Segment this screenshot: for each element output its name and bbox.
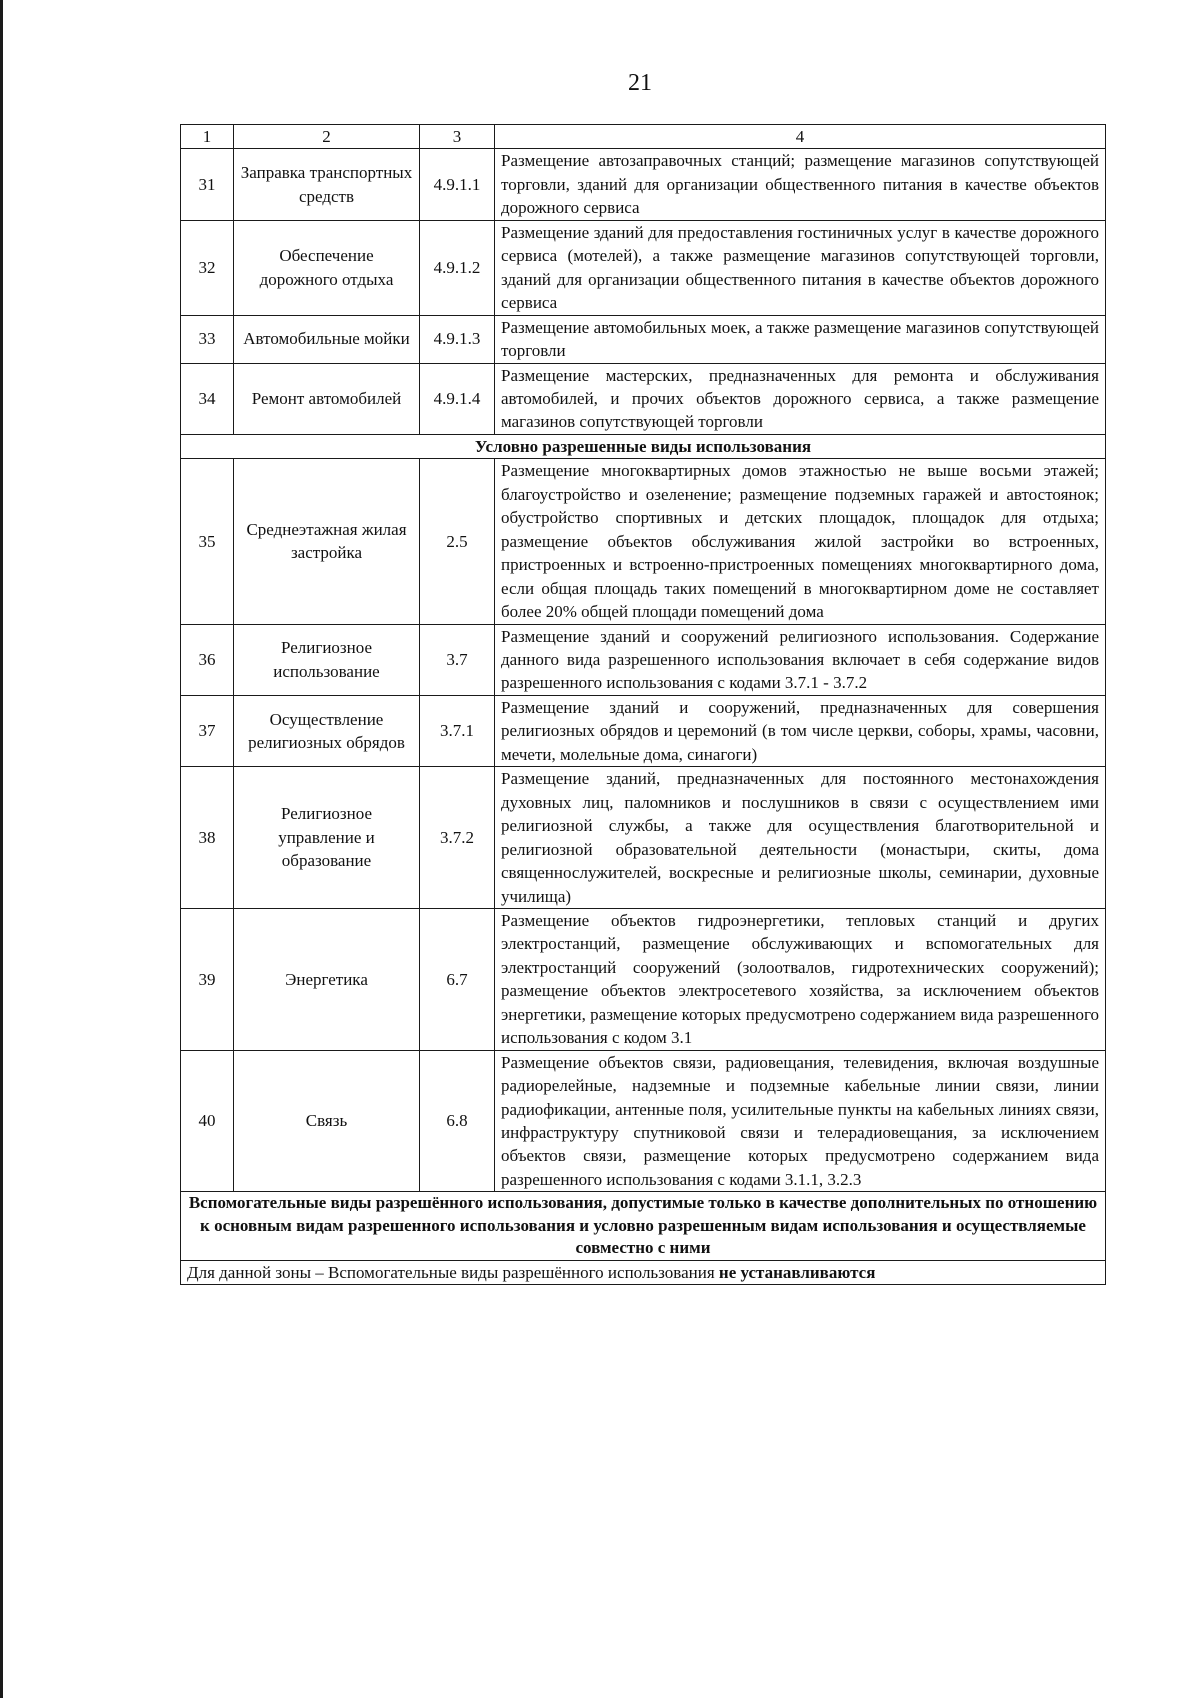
use-description: Размещение зданий для предоставления гостиничных услуг в качестве дорожного сервиса (мотелей), а также размещение магазинов сопутствующей торговли, зданий для организации общественного питания в качестве объектов дорожного сервиса (495, 220, 1106, 315)
use-code: 2.5 (420, 459, 495, 624)
table-row (181, 908, 1106, 1050)
zone-note-emphasis: не устанавливаются (718, 1262, 876, 1282)
use-description: Размещение зданий, предназначенных для постоянного местонахождения духовных лиц, паломников и послушников в связи с осуществлением ими религиозной службы, а также для осуществления благотворительной и религиозной образовательной деятельности (монастыри, скиты, дома священнослужителей, воскресные и религиозные школы, семинарии, духовные училища) (495, 767, 1106, 909)
use-code: 4.9.1.2 (420, 220, 495, 315)
use-description: Размещение автомобильных моек, а также размещение магазинов сопутствующей торговли (495, 315, 1106, 363)
use-description: Размещение объектов связи, радиовещания, телевидения, включая воздушные радиорелейные, надземные и подземные кабельные линии связи, линии радиофикации, антенные поля, усилительные пункты на кабельных линиях связи, инфраструктуру спутниковой связи и телерадиовещания, за исключением объектов связи, размещение которых предусмотрено содержанием вида разрешенного использования с кодами 3.1.1, 3.2.3 (495, 1050, 1106, 1192)
row-number: 37 (181, 695, 234, 766)
table-row (181, 363, 1106, 434)
use-code: 3.7 (420, 624, 495, 695)
use-name: Связь (234, 1050, 420, 1192)
section-title-auxiliary: Вспомогательные виды разрешённого использования, допустимые только в качестве дополнительных по отношению к основным видам разрешенного использования и условно разрешенным видам использования и осуществляемые совместно с ними (181, 1192, 1106, 1260)
row-number: 32 (181, 220, 234, 315)
use-name: Энергетика (234, 908, 420, 1050)
use-name: Осуществление религиозных обрядов (234, 695, 420, 766)
row-number: 39 (181, 908, 234, 1050)
table-row (181, 149, 1106, 220)
use-code: 3.7.2 (420, 767, 495, 909)
use-code: 4.9.1.4 (420, 363, 495, 434)
table-row (181, 767, 1106, 909)
header-col-4: 4 (495, 125, 1106, 149)
zone-note-text: Для данной зоны – Вспомогательные виды разрешённого использования (187, 1262, 719, 1282)
use-code: 4.9.1.3 (420, 315, 495, 363)
left-edge-rule (0, 0, 3, 1698)
row-number: 31 (181, 149, 234, 220)
section-row-auxiliary (181, 1192, 1106, 1260)
land-use-table (180, 124, 1106, 1285)
use-code: 4.9.1.1 (420, 149, 495, 220)
page-number: 21 (628, 70, 652, 96)
use-code: 6.7 (420, 908, 495, 1050)
row-number: 40 (181, 1050, 234, 1192)
use-name: Религиозное управление и образование (234, 767, 420, 909)
zone-note (181, 1260, 1106, 1284)
use-code: 3.7.1 (420, 695, 495, 766)
section-title-conditional: Условно разрешенные виды использования (181, 434, 1106, 458)
row-number: 34 (181, 363, 234, 434)
header-col-1: 1 (181, 125, 234, 149)
use-name: Религиозное использование (234, 624, 420, 695)
table-row (181, 315, 1106, 363)
table-row (181, 220, 1106, 315)
table-row (181, 624, 1106, 695)
header-col-2: 2 (234, 125, 420, 149)
table-row (181, 459, 1106, 624)
row-number: 38 (181, 767, 234, 909)
use-name: Заправка транспортных средств (234, 149, 420, 220)
use-name: Ремонт автомобилей (234, 363, 420, 434)
use-code: 6.8 (420, 1050, 495, 1192)
use-name: Автомобильные мойки (234, 315, 420, 363)
row-number: 36 (181, 624, 234, 695)
row-number: 35 (181, 459, 234, 624)
use-description: Размещение многоквартирных домов этажностью не выше восьми этажей; благоустройство и озеленение; размещение подземных гаражей и автостоянок; обустройство спортивных и детских площадок, площадок для отдыха; размещение объектов обслуживания жилой застройки во встроенных, пристроенных и встроенно-пристроенных помещениях многоквартирного дома, если общая площадь таких помещений в многоквартирном доме не составляет более 20% общей площади помещений дома (495, 459, 1106, 624)
use-name: Среднеэтажная жилая застройка (234, 459, 420, 624)
note-row (181, 1260, 1106, 1284)
row-number: 33 (181, 315, 234, 363)
table-row (181, 695, 1106, 766)
table-row (181, 1050, 1106, 1192)
use-description: Размещение зданий и сооружений религиозного использования. Содержание данного вида разрешенного использования включает в себя содержание видов разрешенного использования с кодами 3.7.1 - 3.7.2 (495, 624, 1106, 695)
table-header-row (181, 125, 1106, 149)
use-description: Размещение объектов гидроэнергетики, тепловых станций и других электростанций, размещение обслуживающих и вспомогательных для электростанций сооружений (золоотвалов, гидротехнических сооружений); размещение объектов электросетевого хозяйства, за исключением объектов энергетики, размещение которых предусмотрено содержанием вида разрешенного использования с кодом 3.1 (495, 908, 1106, 1050)
use-description: Размещение зданий и сооружений, предназначенных для совершения религиозных обрядов и церемоний (в том числе церкви, соборы, храмы, часовни, мечети, молельные дома, синагоги) (495, 695, 1106, 766)
header-col-3: 3 (420, 125, 495, 149)
use-description: Размещение автозаправочных станций; размещение магазинов сопутствующей торговли, зданий для организации общественного питания в качестве объектов дорожного сервиса (495, 149, 1106, 220)
section-row-conditional (181, 434, 1106, 458)
use-description: Размещение мастерских, предназначенных для ремонта и обслуживания автомобилей, и прочих объектов дорожного сервиса, а также размещение магазинов сопутствующей торговли (495, 363, 1106, 434)
use-name: Обеспечение дорожного отдыха (234, 220, 420, 315)
